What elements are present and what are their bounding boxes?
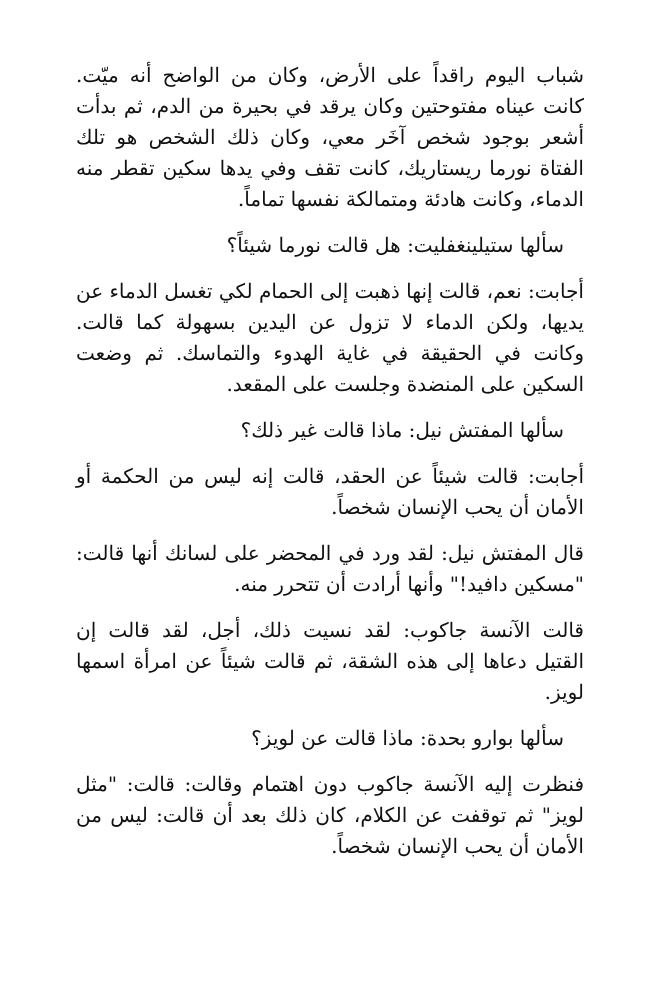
paragraph-8: سألها بوارو بحدة: ماذا قالت عن لويز؟: [251, 726, 564, 750]
paragraph-2: سألها ستيلينغفليت: هل قالت نورما شيئاً؟: [226, 233, 564, 257]
paragraph-1: شباب اليوم راقداً على الأرض، وكان من الواضح أنه ميّت. كانت عيناه مفتوحتين وكان يرقد في بحيرة من الدم، ثم بدأت أشعر بوجود شخص آخَر معي، وكان ذلك الشخص هو تلك الفتاة نورما ريستاريك، كانت تقف وفي يدها سكين تقطر منه الدماء، وكانت هادئة ومتمالكة نفسها تماماً.: [76, 63, 585, 211]
paragraph-3: أجابت: نعم، قالت إنها ذهبت إلى الحمام لكي تغسل الدماء عن يديها، ولكن الدماء لا تزول عن اليدين بسهولة كما قالت. وكانت في الحقيقة في غاية الهدوء والتماسك. ثم وضعت السكين على المنضدة وجلست على المقعد.: [76, 279, 584, 396]
paragraph-9: فنظرت إليه الآنسة جاكوب دون اهتمام وقالت: قالت: "مثل لويز" ثم توقفت عن الكلام، كان ذلك بعد أن قالت: ليس من الأمان أن يحب الإنسان شخصاً.: [76, 772, 584, 858]
paragraph-6: قال المفتش نيل: لقد ورد في المحضر على لسانك أنها قالت: "مسكين دافيد!" وأنها أرادت أن تتحرر منه.: [76, 541, 584, 596]
paragraph-5: أجابت: قالت شيئاً عن الحقد، قالت إنه ليس من الحكمة أو الأمان أن يحب الإنسان شخصاً.: [76, 464, 584, 519]
document-page: [76, 60, 584, 877]
paragraph-7: قالت الآنسة جاكوب: لقد نسيت ذلك، أجل، لقد قالت إن القتيل دعاها إلى هذه الشقة، ثم قالت شيئاً عن امرأة اسمها لويز.: [76, 618, 584, 704]
paragraph-4: سألها المفتش نيل: ماذا قالت غير ذلك؟: [240, 418, 564, 442]
